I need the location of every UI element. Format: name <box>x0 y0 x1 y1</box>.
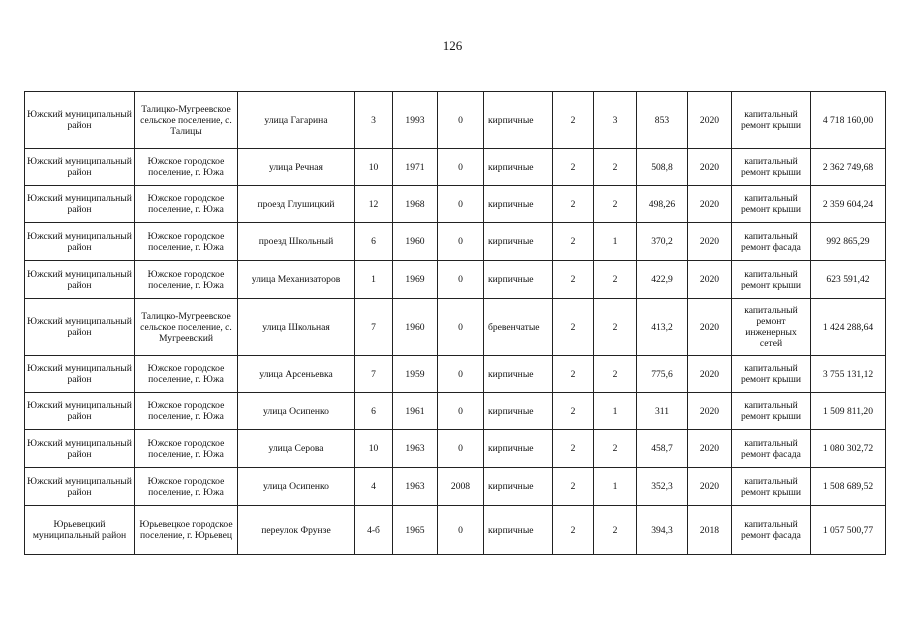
year-built-cell: 1959 <box>393 356 438 393</box>
floors-a-cell: 2 <box>553 261 594 299</box>
floors-b-cell: 2 <box>594 430 637 468</box>
house-number-cell: 6 <box>355 393 393 430</box>
district-cell: Южский муниципальный район <box>25 223 135 261</box>
work-type-cell: капитальный ремонт фасада <box>732 506 811 555</box>
floors-a-cell: 2 <box>553 186 594 223</box>
settlement-cell: Южское городское поселение, г. Южа <box>135 223 238 261</box>
area-cell: 370,2 <box>637 223 688 261</box>
district-cell: Южский муниципальный район <box>25 468 135 506</box>
year-built-cell: 1961 <box>393 393 438 430</box>
floors-a-cell: 2 <box>553 299 594 356</box>
table-row <box>25 92 886 149</box>
year-built-cell: 1968 <box>393 186 438 223</box>
house-number-cell: 6 <box>355 223 393 261</box>
floors-b-cell: 1 <box>594 223 637 261</box>
year-built-cell: 1960 <box>393 223 438 261</box>
table-row <box>25 506 886 555</box>
work-type-cell: капитальный ремонт крыши <box>732 468 811 506</box>
table-row <box>25 261 886 299</box>
year-reconstructed-cell: 0 <box>438 506 484 555</box>
cost-cell: 3 755 131,12 <box>811 356 886 393</box>
wall-material-cell: кирпичные <box>484 186 553 223</box>
area-cell: 311 <box>637 393 688 430</box>
floors-b-cell: 2 <box>594 506 637 555</box>
settlement-cell: Талицко-Мугреевское сельское поселение, с. Талицы <box>135 92 238 149</box>
cost-cell: 992 865,29 <box>811 223 886 261</box>
year-reconstructed-cell: 0 <box>438 223 484 261</box>
cost-cell: 2 359 604,24 <box>811 186 886 223</box>
wall-material-cell: кирпичные <box>484 356 553 393</box>
year-built-cell: 1960 <box>393 299 438 356</box>
wall-material-cell: кирпичные <box>484 223 553 261</box>
work-type-cell: капитальный ремонт крыши <box>732 393 811 430</box>
table-row <box>25 223 886 261</box>
cost-cell: 1 057 500,77 <box>811 506 886 555</box>
table-row <box>25 299 886 356</box>
cost-cell: 4 718 160,00 <box>811 92 886 149</box>
table-row <box>25 430 886 468</box>
plan-year-cell: 2020 <box>688 186 732 223</box>
year-built-cell: 1971 <box>393 149 438 186</box>
year-reconstructed-cell: 0 <box>438 149 484 186</box>
cost-cell: 1 080 302,72 <box>811 430 886 468</box>
work-type-cell: капитальный ремонт фасада <box>732 430 811 468</box>
year-built-cell: 1963 <box>393 468 438 506</box>
plan-year-cell: 2020 <box>688 223 732 261</box>
area-cell: 352,3 <box>637 468 688 506</box>
district-cell: Южский муниципальный район <box>25 430 135 468</box>
year-reconstructed-cell: 0 <box>438 92 484 149</box>
wall-material-cell: кирпичные <box>484 430 553 468</box>
work-type-cell: капитальный ремонт крыши <box>732 149 811 186</box>
area-cell: 853 <box>637 92 688 149</box>
plan-year-cell: 2020 <box>688 356 732 393</box>
plan-year-cell: 2020 <box>688 149 732 186</box>
work-type-cell: капитальный ремонт инженерных сетей <box>732 299 811 356</box>
year-built-cell: 1969 <box>393 261 438 299</box>
district-cell: Юрьевецкий муниципальный район <box>25 506 135 555</box>
district-cell: Южский муниципальный район <box>25 92 135 149</box>
plan-year-cell: 2020 <box>688 261 732 299</box>
district-cell: Южский муниципальный район <box>25 149 135 186</box>
plan-year-cell: 2020 <box>688 468 732 506</box>
house-number-cell: 4-б <box>355 506 393 555</box>
floors-b-cell: 2 <box>594 186 637 223</box>
cost-cell: 623 591,42 <box>811 261 886 299</box>
street-cell: проезд Школьный <box>238 223 355 261</box>
cost-cell: 2 362 749,68 <box>811 149 886 186</box>
street-cell: улица Осипенко <box>238 468 355 506</box>
wall-material-cell: кирпичные <box>484 393 553 430</box>
wall-material-cell: кирпичные <box>484 506 553 555</box>
floors-b-cell: 2 <box>594 299 637 356</box>
plan-year-cell: 2020 <box>688 430 732 468</box>
house-number-cell: 10 <box>355 149 393 186</box>
year-reconstructed-cell: 0 <box>438 356 484 393</box>
floors-b-cell: 1 <box>594 393 637 430</box>
street-cell: проезд Глушицкий <box>238 186 355 223</box>
floors-a-cell: 2 <box>553 149 594 186</box>
floors-b-cell: 2 <box>594 149 637 186</box>
house-number-cell: 4 <box>355 468 393 506</box>
year-reconstructed-cell: 0 <box>438 186 484 223</box>
area-cell: 422,9 <box>637 261 688 299</box>
table-row <box>25 468 886 506</box>
floors-b-cell: 1 <box>594 468 637 506</box>
table-row <box>25 356 886 393</box>
district-cell: Южский муниципальный район <box>25 393 135 430</box>
house-number-cell: 7 <box>355 299 393 356</box>
wall-material-cell: бревенчатые <box>484 299 553 356</box>
floors-a-cell: 2 <box>553 506 594 555</box>
floors-a-cell: 2 <box>553 92 594 149</box>
floors-a-cell: 2 <box>553 468 594 506</box>
work-type-cell: капитальный ремонт крыши <box>732 92 811 149</box>
work-type-cell: капитальный ремонт фасада <box>732 223 811 261</box>
floors-b-cell: 2 <box>594 261 637 299</box>
house-number-cell: 1 <box>355 261 393 299</box>
year-reconstructed-cell: 0 <box>438 299 484 356</box>
settlement-cell: Талицко-Мугреевское сельское поселение, с. Мугреевский <box>135 299 238 356</box>
area-cell: 394,3 <box>637 506 688 555</box>
settlement-cell: Южское городское поселение, г. Южа <box>135 186 238 223</box>
district-cell: Южский муниципальный район <box>25 186 135 223</box>
work-type-cell: капитальный ремонт крыши <box>732 186 811 223</box>
street-cell: улица Арсеньевка <box>238 356 355 393</box>
floors-a-cell: 2 <box>553 356 594 393</box>
cost-cell: 1 509 811,20 <box>811 393 886 430</box>
area-cell: 498,26 <box>637 186 688 223</box>
district-cell: Южский муниципальный район <box>25 299 135 356</box>
wall-material-cell: кирпичные <box>484 468 553 506</box>
floors-a-cell: 2 <box>553 430 594 468</box>
district-cell: Южский муниципальный район <box>25 261 135 299</box>
district-cell: Южский муниципальный район <box>25 356 135 393</box>
work-type-cell: капитальный ремонт крыши <box>732 261 811 299</box>
year-reconstructed-cell: 0 <box>438 430 484 468</box>
year-reconstructed-cell: 0 <box>438 261 484 299</box>
year-built-cell: 1965 <box>393 506 438 555</box>
house-number-cell: 10 <box>355 430 393 468</box>
plan-year-cell: 2020 <box>688 92 732 149</box>
street-cell: улица Механизаторов <box>238 261 355 299</box>
table-row <box>25 393 886 430</box>
wall-material-cell: кирпичные <box>484 149 553 186</box>
year-built-cell: 1963 <box>393 430 438 468</box>
area-cell: 413,2 <box>637 299 688 356</box>
settlement-cell: Южское городское поселение, г. Южа <box>135 430 238 468</box>
settlement-cell: Южское городское поселение, г. Южа <box>135 468 238 506</box>
cost-cell: 1 424 288,64 <box>811 299 886 356</box>
table-row <box>25 186 886 223</box>
plan-year-cell: 2018 <box>688 506 732 555</box>
plan-year-cell: 2020 <box>688 299 732 356</box>
wall-material-cell: кирпичные <box>484 92 553 149</box>
area-cell: 508,8 <box>637 149 688 186</box>
street-cell: улица Осипенко <box>238 393 355 430</box>
area-cell: 775,6 <box>637 356 688 393</box>
area-cell: 458,7 <box>637 430 688 468</box>
house-number-cell: 12 <box>355 186 393 223</box>
settlement-cell: Южское городское поселение, г. Южа <box>135 261 238 299</box>
floors-a-cell: 2 <box>553 223 594 261</box>
table-row <box>25 149 886 186</box>
floors-b-cell: 2 <box>594 356 637 393</box>
street-cell: улица Серова <box>238 430 355 468</box>
year-reconstructed-cell: 0 <box>438 393 484 430</box>
street-cell: улица Гагарина <box>238 92 355 149</box>
wall-material-cell: кирпичные <box>484 261 553 299</box>
year-built-cell: 1993 <box>393 92 438 149</box>
work-type-cell: капитальный ремонт крыши <box>732 356 811 393</box>
street-cell: улица Речная <box>238 149 355 186</box>
housing-repair-table <box>24 91 886 555</box>
street-cell: переулок Фрунзе <box>238 506 355 555</box>
floors-a-cell: 2 <box>553 393 594 430</box>
settlement-cell: Южское городское поселение, г. Южа <box>135 356 238 393</box>
street-cell: улица Школьная <box>238 299 355 356</box>
settlement-cell: Юрьевецкое городское поселение, г. Юрьевец <box>135 506 238 555</box>
settlement-cell: Южское городское поселение, г. Южа <box>135 149 238 186</box>
house-number-cell: 7 <box>355 356 393 393</box>
house-number-cell: 3 <box>355 92 393 149</box>
floors-b-cell: 3 <box>594 92 637 149</box>
cost-cell: 1 508 689,52 <box>811 468 886 506</box>
plan-year-cell: 2020 <box>688 393 732 430</box>
settlement-cell: Южское городское поселение, г. Южа <box>135 393 238 430</box>
year-reconstructed-cell: 2008 <box>438 468 484 506</box>
page-number: 126 <box>442 38 463 53</box>
